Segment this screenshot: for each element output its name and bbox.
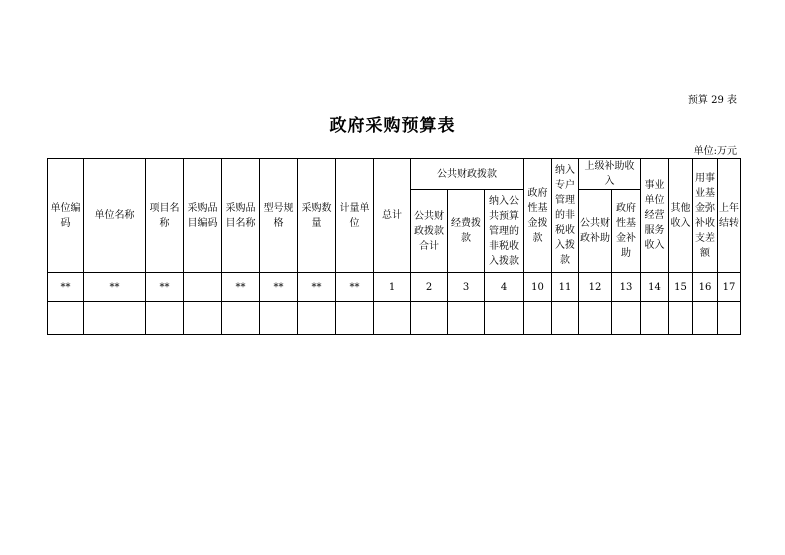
table-cell: **	[298, 273, 336, 302]
table-cell-empty	[222, 302, 260, 335]
header-total: 总计	[374, 159, 411, 273]
header-quantity: 采购数量	[298, 159, 336, 273]
header-funding: 经费拨款	[448, 190, 485, 273]
header-row-top	[48, 159, 741, 190]
header-unit-name: 单位名称	[84, 159, 146, 273]
table-cell-empty	[448, 302, 485, 335]
table-cell-empty	[146, 302, 184, 335]
table-cell-empty	[48, 302, 84, 335]
table-row-empty	[48, 302, 741, 335]
header-unit-code: 单位编码	[48, 159, 84, 273]
budget-table	[47, 158, 741, 335]
header-business-income: 事业单位经营服务收入	[641, 159, 669, 273]
table-cell	[184, 273, 222, 302]
table-cell-empty	[641, 302, 669, 335]
header-non-tax-in-budget: 纳入公共预算管理的非税收入拨款	[485, 190, 524, 273]
header-reserve-fund: 用事业基金弥补收支差额	[693, 159, 718, 273]
table-cell: **	[260, 273, 298, 302]
table-cell: **	[48, 273, 84, 302]
table-cell: 11	[552, 273, 579, 302]
table-cell: 4	[485, 273, 524, 302]
header-public-fiscal-subsidy: 公共财政补助	[579, 190, 612, 273]
table-cell-empty	[524, 302, 552, 335]
table-cell-empty	[336, 302, 374, 335]
table-cell-empty	[669, 302, 693, 335]
header-public-fiscal: 公共财政拨款	[411, 159, 524, 190]
table-cell: **	[84, 273, 146, 302]
table-cell-empty	[693, 302, 718, 335]
table-cell: 12	[579, 273, 612, 302]
form-number: 预算 29 表	[687, 95, 737, 106]
table-cell: **	[336, 273, 374, 302]
table-cell-empty	[298, 302, 336, 335]
table-cell-empty	[579, 302, 612, 335]
table-row	[48, 273, 741, 302]
header-superior-subsidy: 上级补助收入	[579, 159, 641, 190]
table-cell-empty	[374, 302, 411, 335]
header-carryover: 上年结转	[718, 159, 741, 273]
table-cell-empty	[84, 302, 146, 335]
page-title: 政府采购预算表	[329, 116, 456, 136]
table-cell-empty	[184, 302, 222, 335]
header-item-name: 采购品目名称	[222, 159, 260, 273]
table-cell: 10	[524, 273, 552, 302]
table-cell-empty	[718, 302, 741, 335]
table-cell: 16	[693, 273, 718, 302]
header-other-income: 其他收入	[669, 159, 693, 273]
table-cell-empty	[411, 302, 448, 335]
table-cell: 3	[448, 273, 485, 302]
table-cell-empty	[552, 302, 579, 335]
header-gov-fund: 政府性基金拨款	[524, 159, 552, 273]
table-cell: 15	[669, 273, 693, 302]
header-special-non-tax: 纳入专户管理的非税收入拨款	[552, 159, 579, 273]
header-item-code: 采购品目编码	[184, 159, 222, 273]
table-cell: 17	[718, 273, 741, 302]
table-cell: 14	[641, 273, 669, 302]
table-cell: 13	[612, 273, 641, 302]
header-gov-fund-subsidy: 政府性基金补助	[612, 190, 641, 273]
table-cell: 1	[374, 273, 411, 302]
table-cell: **	[222, 273, 260, 302]
table-cell-empty	[485, 302, 524, 335]
header-measure-unit: 计量单位	[336, 159, 374, 273]
table-cell: **	[146, 273, 184, 302]
table-cell-empty	[612, 302, 641, 335]
unit-label: 单位:万元	[693, 146, 737, 157]
table-cell: 2	[411, 273, 448, 302]
header-public-fiscal-total: 公共财政拨款合计	[411, 190, 448, 273]
table-cell-empty	[260, 302, 298, 335]
header-model-spec: 型号规格	[260, 159, 298, 273]
header-project-name: 项目名称	[146, 159, 184, 273]
